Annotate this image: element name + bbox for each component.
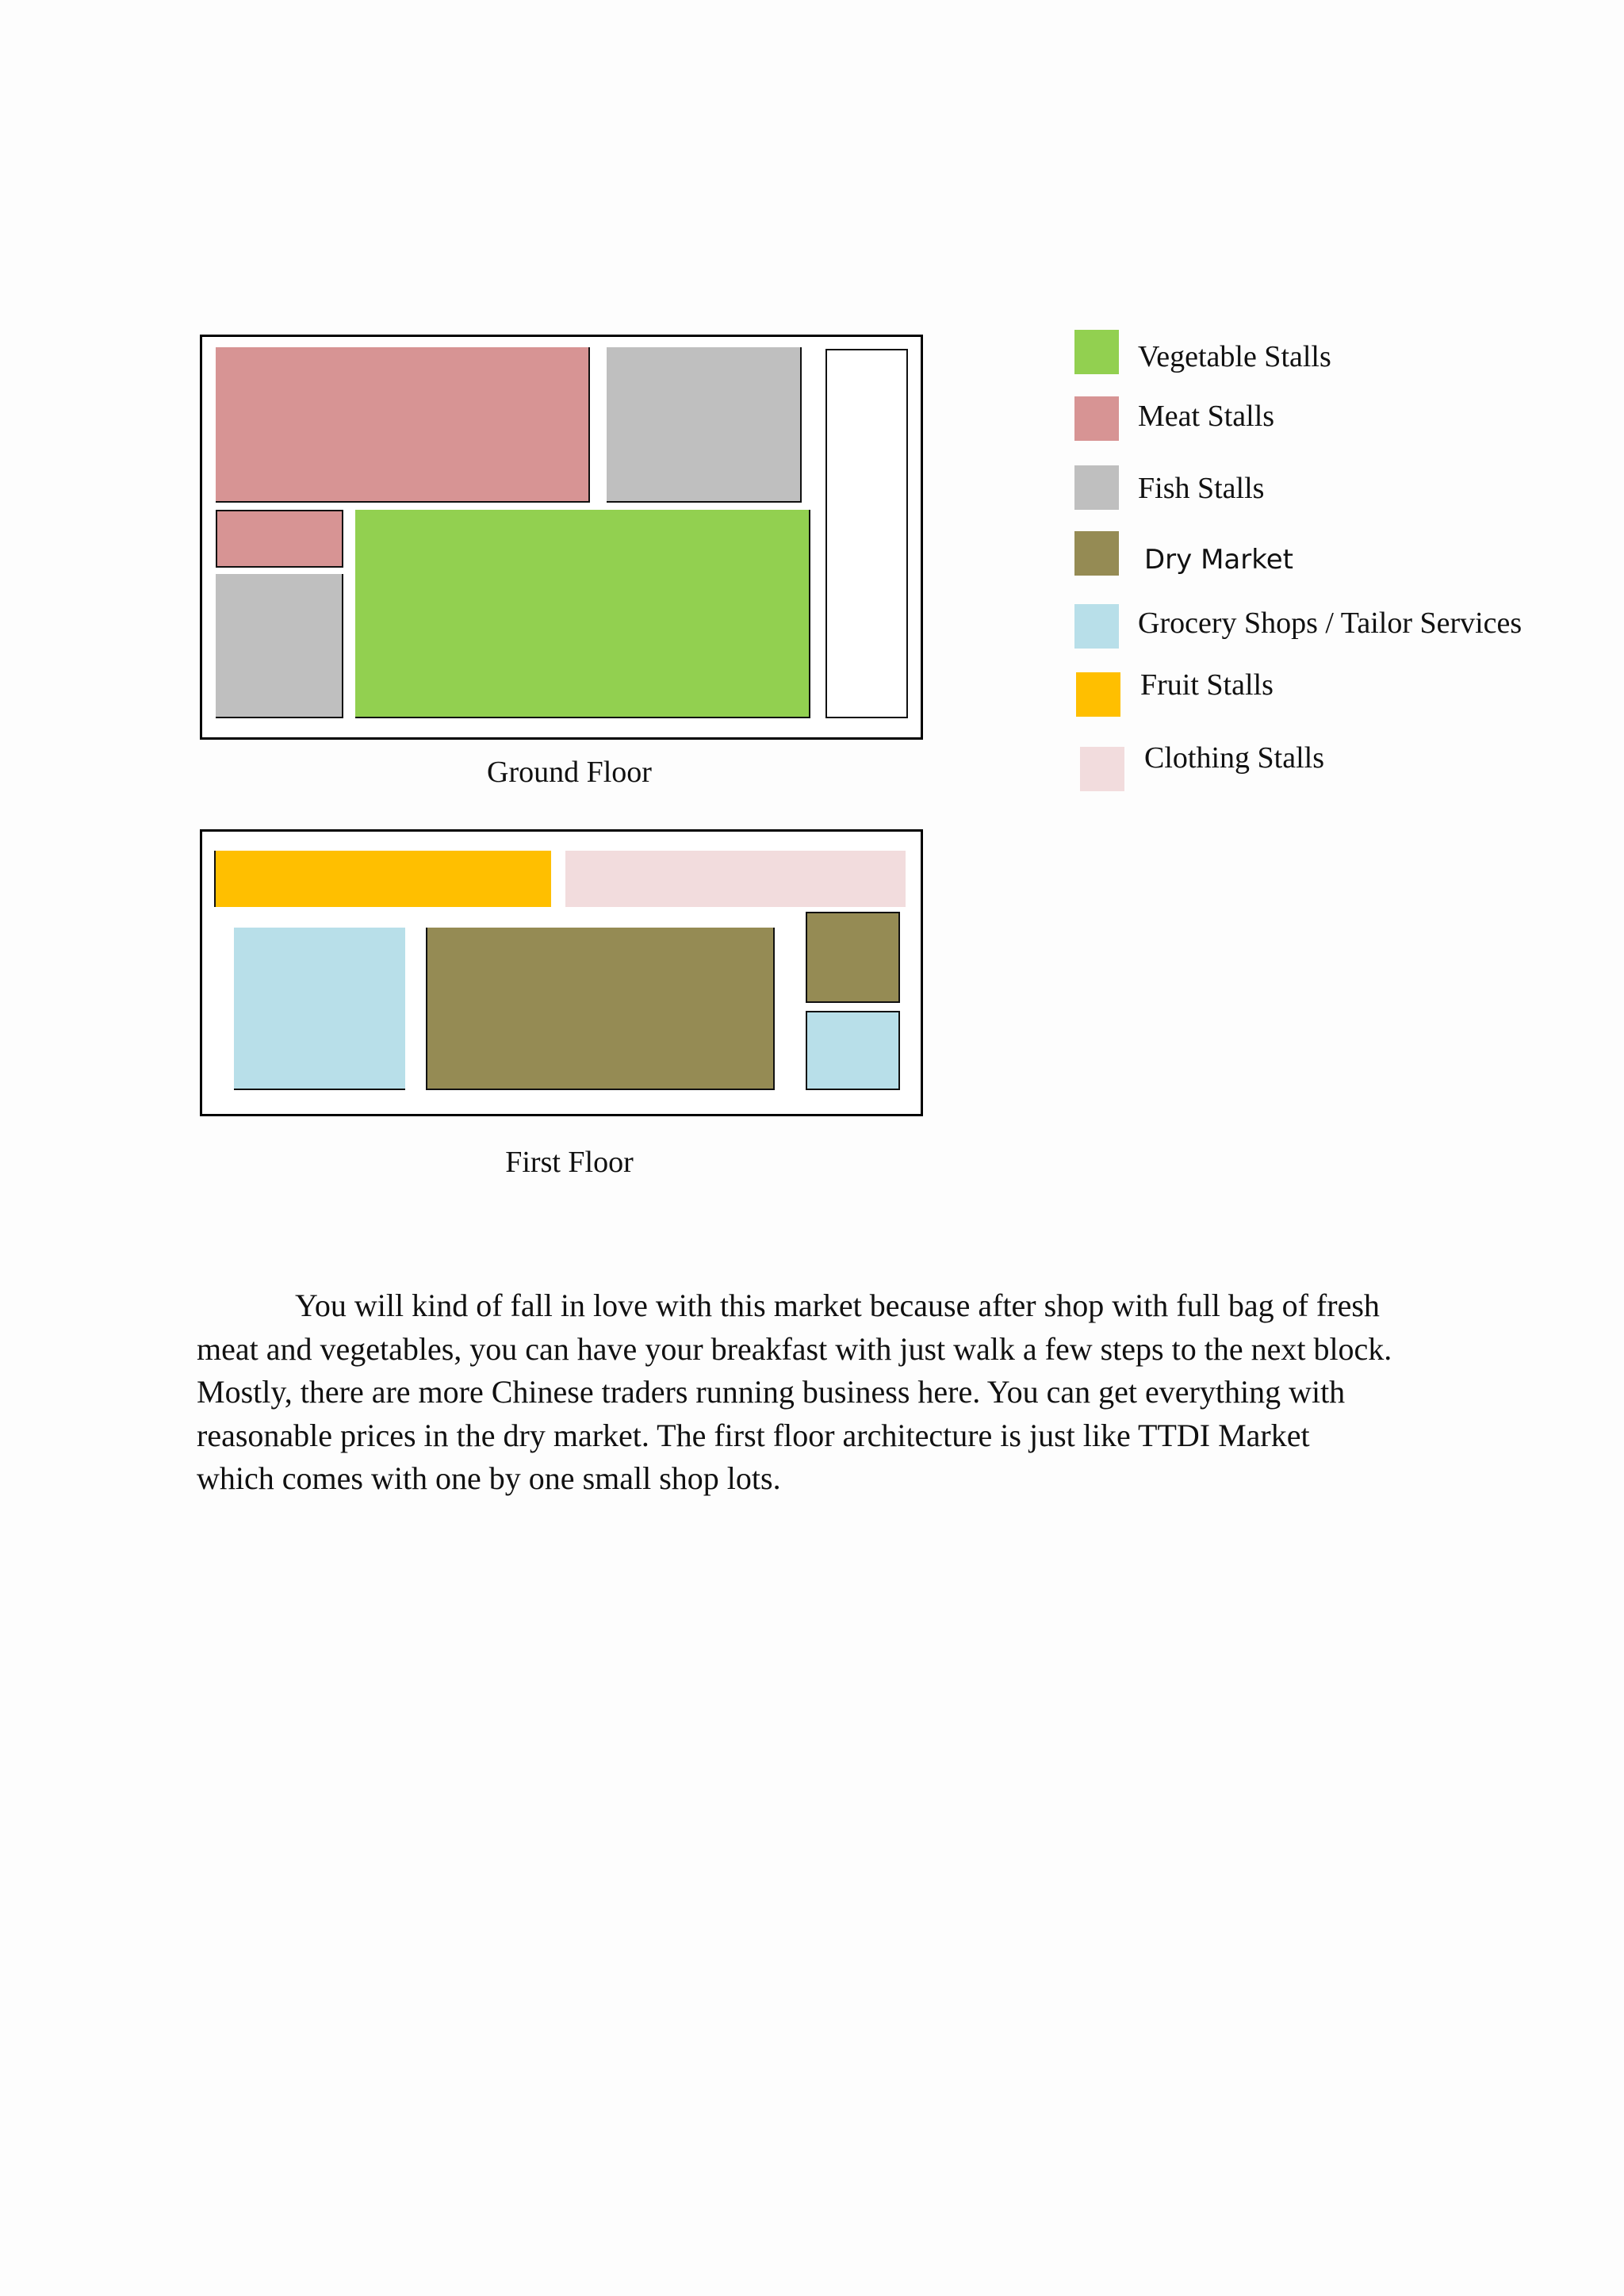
legend-swatch-fish <box>1074 465 1119 510</box>
grocery-shops-block-left <box>234 928 405 1090</box>
paragraph-line: reasonable prices in the dry market. The first floor architecture is just like TTDI Market <box>197 1417 1310 1453</box>
legend-label-clothing: Clothing Stalls <box>1144 741 1324 775</box>
clothing-stalls-block <box>565 851 906 907</box>
body-paragraph <box>197 1284 1465 1501</box>
paragraph-line: Mostly, there are more Chinese traders running business here. You can get everything with <box>197 1374 1346 1410</box>
legend-swatch-grocery-tailor <box>1074 604 1119 649</box>
first-floor-plan <box>200 829 923 1116</box>
ground-floor-caption: Ground Floor <box>487 756 652 789</box>
legend-swatch-dry-market <box>1074 531 1119 576</box>
first-floor-caption: First Floor <box>505 1146 634 1179</box>
legend-label-dry-market: Dry Market <box>1144 544 1293 576</box>
paragraph-line: You will kind of fall in love with this market because after shop with full bag of fresh <box>295 1288 1380 1323</box>
meat-stalls-block-large <box>216 347 590 503</box>
empty-corridor-block <box>825 349 908 718</box>
legend-label-fish: Fish Stalls <box>1138 472 1265 505</box>
legend-label-grocery-tailor: Grocery Shops / Tailor Services <box>1138 607 1522 640</box>
fruit-stalls-block <box>214 851 551 907</box>
paragraph-line: which comes with one by one small shop lots. <box>197 1460 781 1496</box>
legend-label-fruit: Fruit Stalls <box>1140 668 1274 702</box>
dry-market-block-small <box>806 912 900 1003</box>
legend-swatch-clothing <box>1080 747 1124 791</box>
legend-label-vegetable: Vegetable Stalls <box>1138 340 1331 373</box>
dry-market-block-large <box>426 928 775 1090</box>
legend-swatch-vegetable <box>1074 330 1119 374</box>
meat-stalls-block-small <box>216 510 343 568</box>
legend-label-meat: Meat Stalls <box>1138 400 1275 433</box>
fish-stalls-block-left <box>216 574 343 718</box>
fish-stalls-block-top <box>607 347 802 503</box>
legend-swatch-meat <box>1074 396 1119 441</box>
legend-swatch-fruit <box>1076 672 1120 717</box>
paragraph-line: meat and vegetables, you can have your breakfast with just walk a few steps to the next block. <box>197 1330 1392 1367</box>
grocery-shops-block-small <box>806 1011 900 1090</box>
ground-floor-plan <box>200 335 923 740</box>
vegetable-stalls-block <box>355 510 810 718</box>
